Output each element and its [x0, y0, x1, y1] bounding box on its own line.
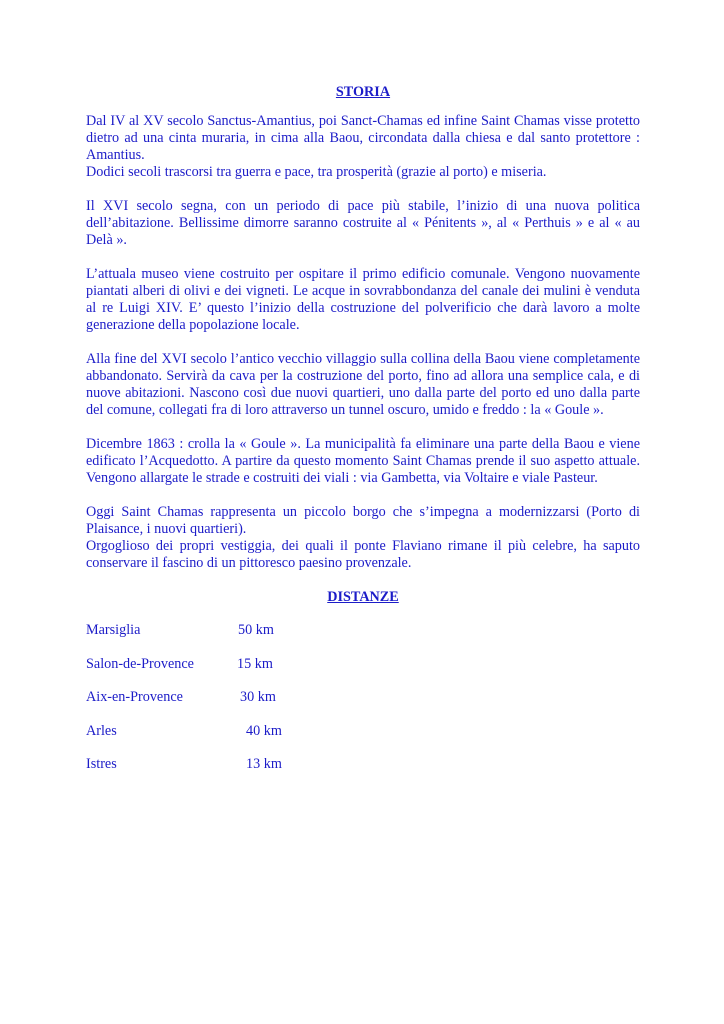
- distance-city: Arles: [86, 722, 117, 739]
- distance-km: 40 km: [246, 722, 282, 739]
- distance-city: Marsiglia: [86, 622, 141, 638]
- storia-paragraph: [86, 266, 640, 334]
- distance-row: [86, 656, 640, 673]
- storia-heading: STORIA: [335, 84, 391, 100]
- paragraph-text: Dicembre 1863 : crolla la « Goule ». La municipalità fa eliminare una parte della Baou e viene edificato l’Acquedotto. A partire da questo momento Saint Chamas prende il suo aspetto attuale. Vengono allargate le strade e costruiti dei viali : via Gambetta, via Voltaire e viale Pasteur.: [86, 436, 640, 486]
- distance-city: Aix-en-Provence: [86, 689, 183, 705]
- paragraph-text: Il XVI secolo segna, con un periodo di pace più stabile, l’inizio di una nuova politica dell’abitazione. Bellissime dimorre saranno costruite al « Pénitents », al « Perthuis » e al « au Delà ».: [86, 198, 640, 248]
- storia-paragraph: [86, 436, 640, 487]
- paragraph-text: Oggi Saint Chamas rappresenta un piccolo borgo che s’impegna a modernizzarsi (Porto di Plaisance, i nuovi quartieri).: [86, 504, 640, 537]
- distance-km: 15 km: [237, 655, 273, 672]
- storia-paragraph: [86, 351, 640, 419]
- storia-body: [86, 113, 640, 572]
- paragraph-text: Dodici secoli trascorsi tra guerra e pace, tra prosperità (grazie al porto) e miseria.: [86, 164, 547, 180]
- distance-km: 30 km: [240, 689, 276, 705]
- storia-paragraph: [86, 198, 640, 249]
- distance-list: [86, 622, 640, 773]
- storia-paragraph: [86, 504, 640, 572]
- distance-km: 50 km: [238, 622, 274, 638]
- distance-row: [86, 689, 640, 706]
- distance-city: Salon-de-Provence: [86, 655, 194, 672]
- paragraph-text: L’attuala museo viene costruito per ospitare il primo edificio comunale. Vengono nuovamente piantati alberi di olivi e dei vigneti. Le acque in sovrabbondanza del canale dei mulini è venduta al re Luigi XIV. E’ questo l’inizio della costruzione del polverificio che darà lavoro a molte generazione della popolazione locale.: [86, 266, 640, 333]
- paragraph-text: Orgoglioso dei propri vestiggia, dei quali il ponte Flaviano rimane il più celebre, ha saputo conservare il fascino di un pittoresco paesino provenzale.: [86, 538, 640, 571]
- document-content: [86, 84, 640, 790]
- distanze-heading: DISTANZE: [327, 589, 399, 605]
- paragraph-text: Dal IV al XV secolo Sanctus-Amantius, poi Sanct-Chamas ed infine Saint Chamas visse protetto dietro ad una cinta muraria, in cima alla Baou, circondata dalla chiesa e dal santo protettore : Amantius.: [86, 113, 640, 163]
- paragraph-text: Alla fine del XVI secolo l’antico vecchio villaggio sulla collina della Baou viene completamente abbandonato. Servirà da cava per la costruzione del porto, fino ad allora una semplice cala, e di nuove abitazioni. Nascono così due nuovi quartieri, uno dalla parte del porto ed uno dalla parte del comune, collegati fra di loro attraverso un tunnel oscuro, umido e freddo : la « Goule ».: [86, 351, 640, 418]
- distance-city: Istres: [86, 756, 117, 772]
- distance-row: [86, 723, 640, 740]
- distance-row: [86, 622, 640, 639]
- distance-row: [86, 756, 640, 773]
- storia-paragraph: [86, 113, 640, 181]
- distance-km: 13 km: [246, 756, 282, 772]
